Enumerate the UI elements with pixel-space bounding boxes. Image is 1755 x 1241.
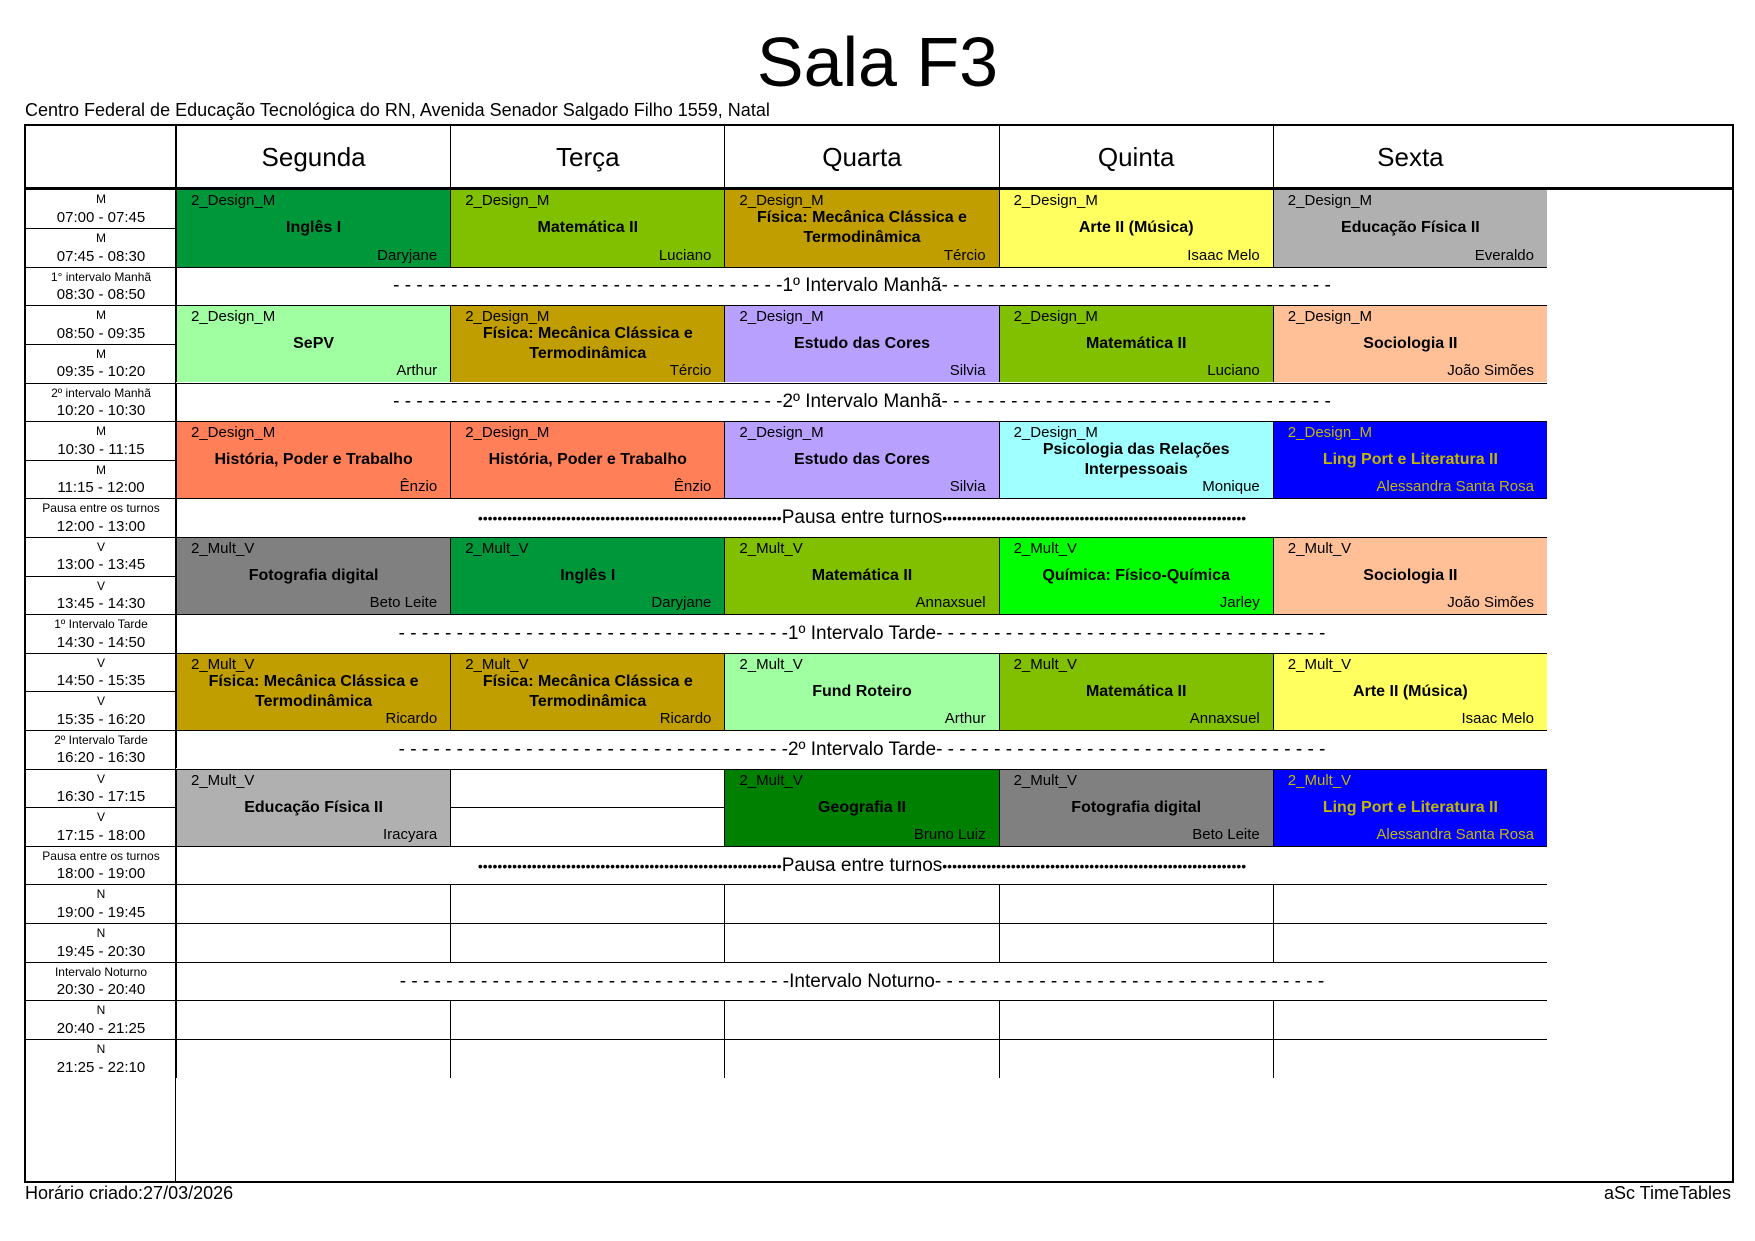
period-time-cell <box>26 923 176 962</box>
break-filler: - - - - - - - - - - - - - - - - - - - - - - - - - - - - - - - - - - <box>936 622 1326 644</box>
lesson-group: 2_Mult_V <box>191 771 255 789</box>
lesson-subject: Arte II (Música) <box>1078 219 1194 237</box>
lesson-teacher: Luciano <box>1207 362 1260 380</box>
break-filler: - - - - - - - - - - - - - - - - - - - - - - - - - - - - - - - - - - <box>398 738 788 760</box>
break-row <box>176 730 1547 768</box>
lesson-subject: Matemática II <box>537 219 639 237</box>
lesson-subject: Arte II (Música) <box>1353 682 1468 700</box>
period-time: 19:00 - 19:45 <box>56 904 146 922</box>
lesson-teacher: João Simões <box>1447 362 1534 380</box>
lesson-card[interactable] <box>724 189 998 267</box>
period-label: 2º intervalo Manhã <box>51 385 151 400</box>
period-time-cell <box>26 267 176 305</box>
lesson-subject: Física: Mecânica Clássica e Termodinâmica <box>482 325 693 363</box>
period-time-cell <box>26 460 176 499</box>
period-label: M <box>96 423 106 438</box>
lesson-card[interactable] <box>1273 653 1547 731</box>
empty-slot[interactable] <box>450 1039 724 1078</box>
lesson-teacher: Ricardo <box>659 710 712 728</box>
lesson-card[interactable] <box>999 421 1273 499</box>
lesson-subject: SePV <box>293 335 335 353</box>
period-label: 2º Intervalo Tarde <box>54 733 148 748</box>
lesson-group: 2_Design_M <box>465 192 550 209</box>
lesson-subject: Matemática II <box>1085 335 1187 353</box>
period-label: M <box>96 192 106 206</box>
empty-slot[interactable] <box>450 807 724 846</box>
lesson-card[interactable] <box>176 421 450 499</box>
empty-slot[interactable] <box>176 923 450 962</box>
lesson-card[interactable] <box>450 305 724 383</box>
lesson-teacher: Silvia <box>949 362 986 380</box>
period-time: 14:30 - 14:50 <box>56 633 146 651</box>
lesson-card[interactable] <box>999 769 1273 847</box>
lesson-card[interactable] <box>1273 305 1547 383</box>
lesson-group: 2_Mult_V <box>1287 771 1352 789</box>
lesson-teacher: Everaldo <box>1474 246 1534 264</box>
lesson-subject: Fund Roteiro <box>812 682 912 700</box>
break-label: 2º Intervalo Manhã <box>782 391 942 413</box>
lesson-subject: Estudo das Cores <box>793 335 930 353</box>
lesson-teacher: Isaac Melo <box>1461 710 1534 728</box>
lesson-teacher: Arthur <box>396 362 438 380</box>
lesson-group: 2_Mult_V <box>1013 771 1077 789</box>
break-row <box>176 614 1547 652</box>
empty-slot[interactable] <box>176 1039 450 1078</box>
lesson-subject: História, Poder e Trabalho <box>214 451 413 469</box>
lesson-subject: Matemática II <box>811 566 913 584</box>
lesson-teacher: Alessandra Santa Rosa <box>1376 478 1534 496</box>
period-time: 09:35 - 10:20 <box>56 363 146 381</box>
lesson-teacher: Silvia <box>949 478 986 496</box>
empty-slot[interactable] <box>450 884 724 923</box>
period-time-cell <box>26 653 176 692</box>
period-label: N <box>96 887 106 902</box>
period-label: M <box>96 346 106 361</box>
empty-slot[interactable] <box>999 923 1273 962</box>
break-filler: - - - - - - - - - - - - - - - - - - - - - - - - - - - - - - - - - - <box>399 970 790 992</box>
day-header: Terça <box>450 126 724 189</box>
lesson-card[interactable] <box>450 537 724 615</box>
lesson-group: 2_Design_M <box>739 423 824 441</box>
break-label: 2º Intervalo Tarde <box>787 738 937 760</box>
period-time: 14:50 - 15:35 <box>56 672 146 690</box>
lesson-subject: Fotografia digital <box>248 566 379 584</box>
period-time-cell <box>26 189 176 228</box>
lesson-subject: Educação Física II <box>1341 219 1480 237</box>
empty-slot[interactable] <box>724 923 998 962</box>
period-time: 12:00 - 13:00 <box>56 517 146 535</box>
lesson-teacher: Monique <box>1202 478 1260 496</box>
empty-slot[interactable] <box>176 884 450 923</box>
lesson-subject: Inglês I <box>286 219 342 237</box>
lesson-teacher: Iracyara <box>383 826 438 844</box>
break-row <box>176 846 1547 884</box>
empty-slot[interactable] <box>1273 1039 1547 1078</box>
lesson-card[interactable] <box>1273 189 1547 267</box>
empty-slot[interactable] <box>724 1039 998 1078</box>
period-time: 13:00 - 13:45 <box>56 556 146 574</box>
lesson-group: 2_Design_M <box>191 423 276 441</box>
empty-slot[interactable] <box>724 884 998 923</box>
period-label: V <box>96 539 105 554</box>
period-time-cell <box>26 1000 176 1039</box>
lesson-group: 2_Design_M <box>1287 423 1373 441</box>
period-time: 20:30 - 20:40 <box>56 981 146 999</box>
period-label: 1º Intervalo Tarde <box>54 617 148 632</box>
period-label: Intervalo Noturno <box>54 965 148 979</box>
break-filler: •••••••••••••••••••••••••••••••••••••••••••••••••••••••••••••• <box>942 857 1247 874</box>
break-filler: - - - - - - - - - - - - - - - - - - - - - - - - - - - - - - - - - - <box>393 275 783 297</box>
lesson-subject: Matemática II <box>1085 682 1187 700</box>
period-label: M <box>96 462 106 477</box>
period-time: 08:50 - 09:35 <box>56 324 146 342</box>
lesson-subject: Fotografia digital <box>1071 798 1202 816</box>
lesson-card[interactable] <box>176 305 450 383</box>
period-label: Pausa entre os turnos <box>42 501 160 516</box>
break-row <box>176 383 1547 421</box>
lesson-group: 2_Mult_V <box>465 539 529 557</box>
lesson-group: 2_Design_M <box>191 192 276 209</box>
lesson-teacher: Annaxsuel <box>1189 710 1260 728</box>
lesson-teacher: Annaxsuel <box>915 594 986 612</box>
lesson-subject: Geografia II <box>817 798 906 816</box>
creation-date: Horário criado:27/03/2026 <box>25 1183 234 1203</box>
day-header: Sexta <box>1273 126 1547 189</box>
lesson-card[interactable] <box>176 189 450 267</box>
lesson-teacher: Alessandra Santa Rosa <box>1376 826 1534 844</box>
break-filler: •••••••••••••••••••••••••••••••••••••••••••••••••••••••••••••• <box>477 510 782 527</box>
period-time-cell <box>26 344 176 383</box>
period-time-cell <box>26 884 176 923</box>
period-time-cell <box>26 421 176 460</box>
period-time: 10:20 - 10:30 <box>56 401 146 419</box>
period-time-cell <box>26 576 176 615</box>
break-label: 1º Intervalo Tarde <box>787 622 937 644</box>
lesson-card[interactable] <box>176 653 450 731</box>
empty-slot[interactable] <box>999 1039 1273 1078</box>
lesson-group: 2_Design_M <box>1013 307 1098 325</box>
break-row <box>176 962 1547 1000</box>
lesson-teacher: Tércio <box>669 362 712 380</box>
lesson-group: 2_Design_M <box>1013 192 1098 209</box>
period-time: 18:00 - 19:00 <box>56 865 146 883</box>
period-time-cell <box>26 730 176 768</box>
period-time-cell <box>26 228 176 267</box>
lesson-group: 2_Mult_V <box>739 539 803 557</box>
lesson-subject: Física: Mecânica Clássica e Termodinâmica <box>757 209 967 247</box>
empty-slot[interactable] <box>1273 1000 1547 1039</box>
lesson-card[interactable] <box>999 305 1273 383</box>
period-time-cell <box>26 807 176 846</box>
lesson-group: 2_Design_M <box>739 192 824 209</box>
period-time: 21:25 - 22:10 <box>56 1058 146 1076</box>
lesson-subject: Ling Port e Literatura II <box>1322 451 1498 469</box>
lesson-subject: Ling Port e Literatura II <box>1322 798 1498 816</box>
empty-slot[interactable] <box>1273 923 1547 962</box>
lesson-group: 2_Design_M <box>1287 192 1373 209</box>
lesson-group: 2_Mult_V <box>1287 655 1352 673</box>
lesson-teacher: Beto Leite <box>1192 826 1260 844</box>
lesson-subject: Psicologia das Relações Interpessoais <box>1042 441 1230 479</box>
lesson-card[interactable] <box>176 769 450 847</box>
lesson-group: 2_Mult_V <box>1013 655 1077 673</box>
lesson-subject: Estudo das Cores <box>793 451 930 469</box>
lesson-card[interactable] <box>450 421 724 499</box>
lesson-subject: História, Poder e Trabalho <box>488 451 687 469</box>
period-time: 17:15 - 18:00 <box>56 827 146 845</box>
lesson-card[interactable] <box>999 189 1273 267</box>
period-time: 19:45 - 20:30 <box>56 942 146 960</box>
empty-slot[interactable] <box>724 1000 998 1039</box>
period-time-cell <box>26 1039 176 1078</box>
lesson-teacher: Ricardo <box>385 710 438 728</box>
lesson-card[interactable] <box>724 653 998 731</box>
lesson-group: 2_Design_M <box>1287 307 1373 325</box>
lesson-group: 2_Mult_V <box>191 655 255 673</box>
lesson-teacher: Bruno Luiz <box>913 826 986 844</box>
period-time: 10:30 - 11:15 <box>57 440 145 458</box>
period-label: V <box>96 694 105 709</box>
lesson-subject: Educação Física II <box>244 798 383 816</box>
lesson-group: 2_Design_M <box>465 307 550 325</box>
lesson-subject: Inglês I <box>560 566 616 584</box>
break-filler: - - - - - - - - - - - - - - - - - - - - - - - - - - - - - - - - - - <box>398 622 788 644</box>
lesson-teacher: Ênzio <box>673 478 712 496</box>
page-title: Sala F3 <box>756 23 999 101</box>
period-time: 20:40 - 21:25 <box>56 1020 146 1038</box>
time-column-divider <box>175 126 176 1181</box>
period-time-cell <box>26 305 176 344</box>
timetable-grid <box>24 124 1734 1183</box>
period-label: M <box>96 307 106 322</box>
period-label: Pausa entre os turnos <box>42 849 160 864</box>
lesson-teacher: Beto Leite <box>369 594 438 612</box>
lesson-group: 2_Mult_V <box>191 539 255 557</box>
break-row <box>176 267 1547 305</box>
day-header: Quarta <box>724 126 998 189</box>
day-header: Quinta <box>999 126 1273 189</box>
school-address: Centro Federal de Educação Tecnológica do RN, Avenida Senador Salgado Filho 1559, Natal <box>25 100 770 120</box>
lesson-card[interactable] <box>724 421 998 499</box>
break-filler: •••••••••••••••••••••••••••••••••••••••••••••••••••••••••••••• <box>477 857 782 874</box>
lesson-card[interactable] <box>1273 537 1547 615</box>
period-time-cell <box>26 846 176 884</box>
lesson-card[interactable] <box>724 769 998 847</box>
lesson-card[interactable] <box>1273 769 1547 847</box>
lesson-group: 2_Design_M <box>465 423 550 441</box>
empty-slot[interactable] <box>999 1000 1273 1039</box>
period-label: M <box>96 230 106 245</box>
lesson-teacher: Tércio <box>943 246 986 264</box>
period-time: 13:45 - 14:30 <box>56 595 146 613</box>
lesson-group: 2_Design_M <box>739 307 824 325</box>
empty-slot[interactable] <box>1273 884 1547 923</box>
period-label: V <box>96 771 105 786</box>
day-header: Segunda <box>176 126 450 189</box>
break-label: Pausa entre turnos <box>781 507 943 529</box>
lesson-card[interactable] <box>724 305 998 383</box>
lesson-teacher: João Simões <box>1447 594 1534 612</box>
lesson-card[interactable] <box>999 653 1273 731</box>
lesson-subject: Sociologia II <box>1363 566 1458 584</box>
empty-slot[interactable] <box>450 1000 724 1039</box>
break-filler: - - - - - - - - - - - - - - - - - - - - - - - - - - - - - - - - - - <box>941 275 1331 297</box>
break-label: 1º Intervalo Manhã <box>782 275 942 297</box>
break-row <box>176 498 1547 536</box>
period-time-cell <box>26 537 176 576</box>
period-time: 15:35 - 16:20 <box>56 711 146 729</box>
period-label: 1° intervalo Manhã <box>50 269 152 284</box>
empty-slot[interactable] <box>450 923 724 962</box>
break-filler: - - - - - - - - - - - - - - - - - - - - - - - - - - - - - - - - - - <box>393 391 783 413</box>
period-time-cell <box>26 498 176 536</box>
period-time: 08:30 - 08:50 <box>56 285 146 303</box>
period-time: 16:20 - 16:30 <box>56 749 146 767</box>
lesson-group: 2_Mult_V <box>465 655 529 673</box>
period-time: 07:00 - 07:45 <box>56 208 146 226</box>
lesson-card[interactable] <box>724 537 998 615</box>
lesson-group: 2_Design_M <box>191 307 276 325</box>
period-time-cell <box>26 769 176 808</box>
period-time-cell <box>26 691 176 730</box>
break-filler: - - - - - - - - - - - - - - - - - - - - - - - - - - - - - - - - - - <box>936 738 1326 760</box>
lesson-group: 2_Mult_V <box>739 771 803 789</box>
break-filler: - - - - - - - - - - - - - - - - - - - - - - - - - - - - - - - - - - <box>941 391 1331 413</box>
period-time: 07:45 - 08:30 <box>56 247 146 265</box>
period-label: N <box>96 1042 106 1057</box>
period-time-cell <box>26 383 176 421</box>
period-label: N <box>96 1003 106 1018</box>
period-time: 11:15 - 12:00 <box>57 479 145 497</box>
lesson-teacher: Jarley <box>1219 594 1260 612</box>
lesson-subject: Física: Mecânica Clássica e Termodinâmica <box>208 672 419 710</box>
empty-slot[interactable] <box>450 769 724 808</box>
lesson-group: 2_Mult_V <box>1287 539 1352 557</box>
lesson-teacher: Daryjane <box>377 246 438 264</box>
period-label: V <box>96 655 105 670</box>
lesson-subject: Física: Mecânica Clássica e Termodinâmica <box>482 672 693 710</box>
break-filler: - - - - - - - - - - - - - - - - - - - - - - - - - - - - - - - - - - <box>934 970 1325 992</box>
break-filler: •••••••••••••••••••••••••••••••••••••••••••••••••••••••••••••• <box>942 510 1247 527</box>
period-time-cell <box>26 614 176 652</box>
lesson-group: 2_Mult_V <box>739 655 803 673</box>
empty-slot[interactable] <box>999 884 1273 923</box>
lesson-group: 2_Design_M <box>1013 423 1098 441</box>
period-time: 16:30 - 17:15 <box>56 788 146 806</box>
lesson-teacher: Daryjane <box>651 594 712 612</box>
lesson-subject: Sociologia II <box>1363 335 1458 353</box>
lesson-teacher: Isaac Melo <box>1187 246 1260 264</box>
lesson-teacher: Ênzio <box>399 478 438 496</box>
period-time-cell <box>26 962 176 1000</box>
period-label: N <box>96 926 106 941</box>
lesson-card[interactable] <box>450 653 724 731</box>
period-label: V <box>96 578 105 593</box>
lesson-group: 2_Mult_V <box>1013 539 1077 557</box>
break-label: Pausa entre turnos <box>781 854 943 876</box>
lesson-subject: Química: Físico-Química <box>1042 566 1230 584</box>
period-label: V <box>96 810 105 825</box>
software-credit: aSc TimeTables <box>1603 1183 1731 1203</box>
lesson-teacher: Arthur <box>944 710 986 728</box>
empty-slot[interactable] <box>176 1000 450 1039</box>
lesson-card[interactable] <box>450 189 724 267</box>
lesson-card[interactable] <box>1273 421 1547 499</box>
lesson-teacher: Luciano <box>658 246 712 264</box>
lesson-card[interactable] <box>999 537 1273 615</box>
break-label: Intervalo Noturno <box>789 970 935 992</box>
lesson-card[interactable] <box>176 537 450 615</box>
